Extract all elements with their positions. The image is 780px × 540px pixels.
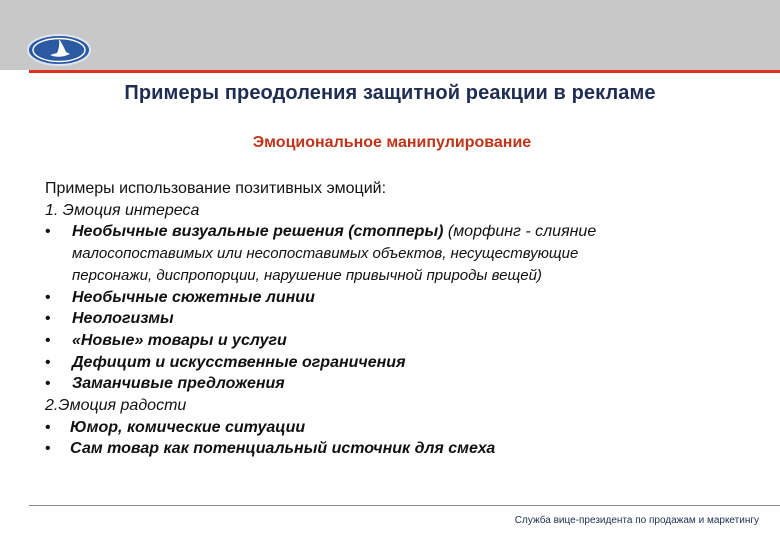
bullet-text: Юмор, комические ситуации: [70, 418, 306, 436]
list-item: [45, 308, 745, 330]
lada-boat-logo-icon: [26, 33, 92, 67]
list-item: [45, 417, 745, 439]
list-item: [45, 352, 745, 374]
bullet-marker: •: [45, 353, 51, 371]
bullet-text-rest: (морфинг - слияние: [443, 223, 597, 241]
list-item: [45, 373, 745, 395]
bullet-marker: •: [45, 375, 51, 393]
content-body: [45, 178, 745, 460]
section1-heading: 1. Эмоция интереса: [45, 201, 200, 219]
bullet-text: «Новые» товары и услуги: [72, 331, 287, 349]
list-item: [45, 221, 745, 243]
bullet-marker: •: [45, 288, 51, 306]
bullet-marker: •: [45, 418, 51, 436]
header-red-rule: [29, 70, 780, 73]
bullet-text: Неологизмы: [72, 310, 174, 328]
footer-text: Служба вице-президента по продажам и маркетингу: [514, 515, 759, 526]
bullet-text: Сам товар как потенциальный источник для смеха: [70, 440, 496, 458]
header-band: [0, 0, 780, 70]
bullet-marker: •: [45, 331, 51, 349]
section-subtitle: Эмоциональное манипулирование: [252, 134, 532, 151]
bullet-continuation: малосопоставимых или несопоставимых объектов, несуществующие: [72, 245, 579, 263]
bullet-continuation: персонажи, диспропорции, нарушение привычной природы вещей): [72, 266, 542, 284]
bullet-text: Дефицит и искусственные ограничения: [72, 353, 406, 371]
intro-line: Примеры использование позитивных эмоций:: [45, 180, 387, 197]
bullet-text: Заманчивые предложения: [72, 375, 285, 393]
bullet-text-bold: Необычные визуальные решения (стопперы): [72, 223, 444, 241]
bullet-marker: •: [45, 223, 51, 241]
bullet-marker: •: [45, 440, 51, 458]
section2-heading: 2.Эмоция радости: [45, 397, 187, 415]
bullet-text: Необычные сюжетные линии: [72, 288, 315, 306]
page-title: Примеры преодоления защитной реакции в рекламе: [124, 82, 656, 104]
list-item: [45, 287, 745, 309]
list-item: [45, 438, 745, 460]
list-item: [45, 330, 745, 352]
footer-rule: [29, 505, 780, 506]
bullet-marker: •: [45, 310, 51, 328]
